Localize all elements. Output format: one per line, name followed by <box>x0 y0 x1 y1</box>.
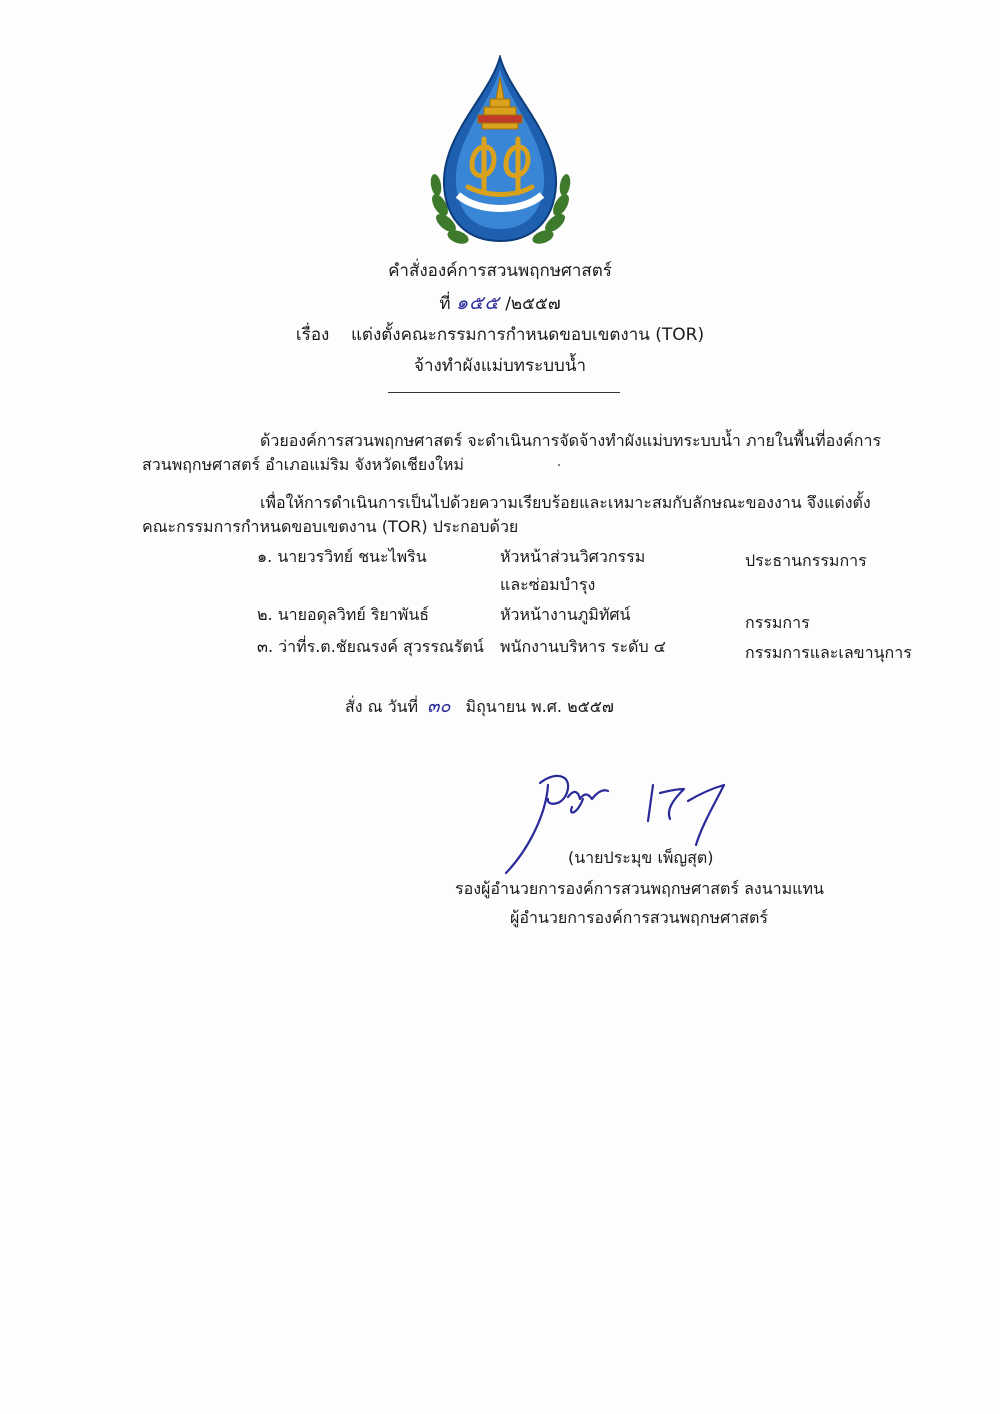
subject-line <box>0 324 1000 346</box>
committee-member-3-role: กรรมการและเลขานุการ <box>745 643 912 662</box>
paragraph-2-line-1: เพื่อให้การดำเนินการเป็นไปด้วยความเรียบร้อยและเหมาะสมกับลักษณะของงาน จึงแต่งตั้ง <box>260 493 871 512</box>
order-number-year: /๒๕๕๗ <box>505 294 561 314</box>
subject-text: แต่งตั้งคณะกรรมการกำหนดขอบเขตงาน (TOR) <box>350 325 705 345</box>
order-number-handwritten: ๑๕๕ <box>455 292 500 314</box>
committee-member-3-position: พนักงานบริหาร ระดับ ๔ <box>500 637 666 656</box>
order-date-prefix: สั่ง ณ วันที่ <box>345 697 419 716</box>
order-date-month-year: มิถุนายน พ.ศ. ๒๕๕๗ <box>465 697 614 716</box>
scan-speck <box>558 464 560 466</box>
order-number-label: ที่ <box>439 294 451 314</box>
committee-member-1-name: ๑. นายวรวิทย์ ชนะไพริน <box>257 547 427 566</box>
signatory-title-1: รองผู้อำนวยการองค์การสวนพฤกษศาสตร์ ลงนามแทน <box>455 879 824 898</box>
paragraph-1-line-1: ด้วยองค์การสวนพฤกษศาสตร์ จะดำเนินการจัดจ้างทำผังแม่บทระบบน้ำ ภายในพื้นที่องค์การ <box>260 431 882 450</box>
organization-logo <box>428 55 573 250</box>
paragraph-2-line-2: คณะกรรมการกำหนดขอบเขตงาน (TOR) ประกอบด้วย <box>142 517 519 536</box>
order-date-day-handwritten: ๓๐ <box>427 696 451 717</box>
order-title: คำสั่งองค์การสวนพฤกษศาสตร์ <box>388 261 612 281</box>
committee-member-1-role: ประธานกรรมการ <box>745 551 867 570</box>
committee-member-2-role: กรรมการ <box>745 613 810 632</box>
order-number-line <box>0 292 1000 315</box>
committee-member-3-name: ๓. ว่าที่ร.ต.ชัยณรงค์ สุวรรณรัตน์ <box>257 637 484 656</box>
header-divider <box>388 392 620 393</box>
committee-member-2-position: หัวหน้างานภูมิทัศน์ <box>500 605 631 624</box>
paragraph-1-line-2: สวนพฤกษศาสตร์ อำเภอแม่ริม จังหวัดเชียงใหม่ <box>142 455 464 474</box>
committee-member-2-name: ๒. นายอดุลวิทย์ ริยาพันธ์ <box>257 605 430 624</box>
signatory-title-2: ผู้อำนวยการองค์การสวนพฤกษศาสตร์ <box>510 908 768 927</box>
subject-line-2: จ้างทำผังแม่บทระบบน้ำ <box>414 356 586 376</box>
signatory-name: (นายประมุข เพ็ญสุต) <box>568 848 714 867</box>
subject-label: เรื่อง <box>295 325 330 345</box>
committee-member-1-position: หัวหน้าส่วนวิศวกรรม <box>500 547 646 566</box>
order-date <box>345 696 614 718</box>
committee-member-1-position-cont: และซ่อมบำรุง <box>500 575 596 594</box>
